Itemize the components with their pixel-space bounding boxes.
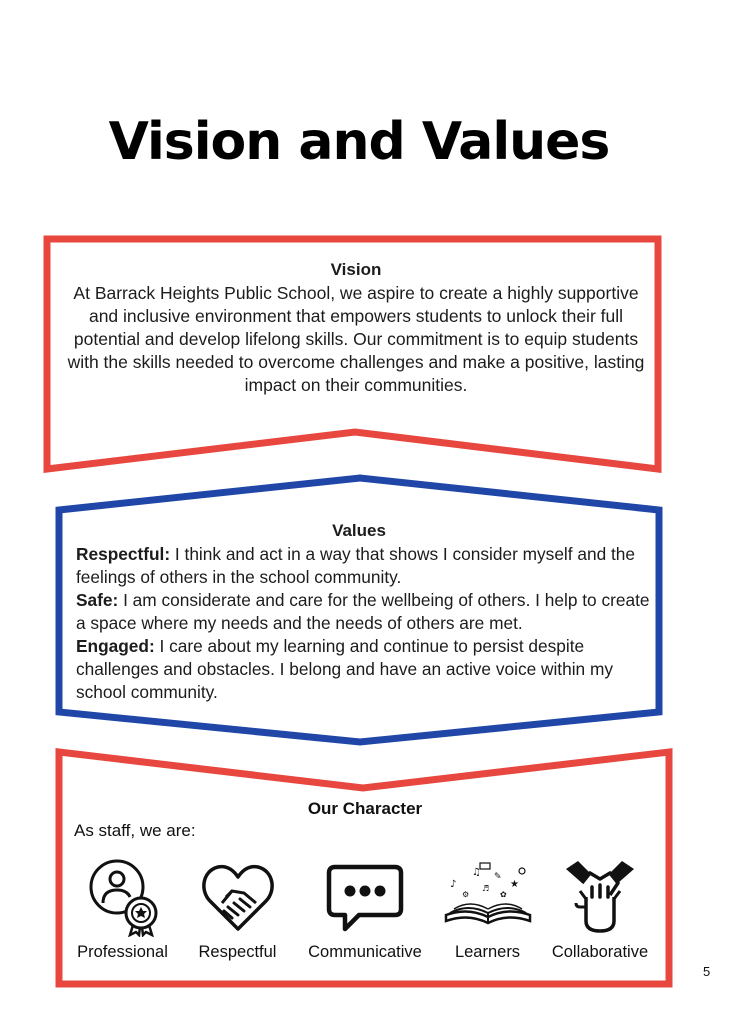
values-heading: Values xyxy=(332,521,386,540)
speech-bubble-icon xyxy=(325,857,405,937)
svg-text:✿: ✿ xyxy=(499,890,507,899)
trait-label: Communicative xyxy=(308,943,422,961)
svg-text:★: ★ xyxy=(509,879,519,890)
svg-text:♫: ♫ xyxy=(471,867,481,878)
trait-label: Respectful xyxy=(198,943,277,961)
svg-text:⚙: ⚙ xyxy=(461,890,469,899)
open-book-icon xyxy=(442,857,534,937)
vision-section xyxy=(60,258,652,397)
trait-respectful xyxy=(190,857,285,962)
value-safe xyxy=(76,589,654,635)
character-intro: As staff, we are: xyxy=(74,821,196,840)
trait-collaborative xyxy=(545,857,655,962)
value-text: I care about my learning and continue to persist despite challenges and obstacles. I belong and have an active voice within my school community. xyxy=(76,636,614,702)
values-section xyxy=(76,519,654,704)
vision-text: At Barrack Heights Public School, we aspire to create a highly supportive and inclusive environment that empowers students to unlock their full potential and develop lifelong skills. Our commitment is to equip students with the skills needed to overcome challenges and make a positive, lasting impact on their communities. xyxy=(67,283,645,395)
heart-handshake-icon xyxy=(198,857,278,937)
value-engaged xyxy=(76,635,654,704)
svg-text:♬: ♬ xyxy=(481,884,489,893)
value-label: Respectful: xyxy=(76,544,171,564)
trait-label: Learners xyxy=(454,943,521,961)
value-label: Safe: xyxy=(76,590,119,610)
svg-text:✎: ✎ xyxy=(493,872,502,882)
trait-label: Collaborative xyxy=(551,943,649,961)
page-title: Vision and Values xyxy=(108,112,610,172)
value-text: I think and act in a way that shows I consider myself and the feelings of others in the school community. xyxy=(76,544,636,587)
page-number: 5 xyxy=(703,964,711,979)
character-heading: Our Character xyxy=(307,799,423,818)
vision-heading: Vision xyxy=(330,260,382,279)
trait-communicative xyxy=(300,857,430,962)
trait-label: Professional xyxy=(77,943,168,961)
value-label: Engaged: xyxy=(76,636,155,656)
value-text: I am considerate and care for the wellbeing of others. I help to create a space where my needs and the needs of others are met. xyxy=(76,590,650,633)
stacked-hands-icon xyxy=(560,857,640,937)
professional-award-icon xyxy=(83,857,163,937)
trait-professional xyxy=(70,857,175,962)
trait-learners xyxy=(440,857,535,962)
value-respectful xyxy=(76,543,654,589)
svg-text:♪: ♪ xyxy=(449,879,456,890)
